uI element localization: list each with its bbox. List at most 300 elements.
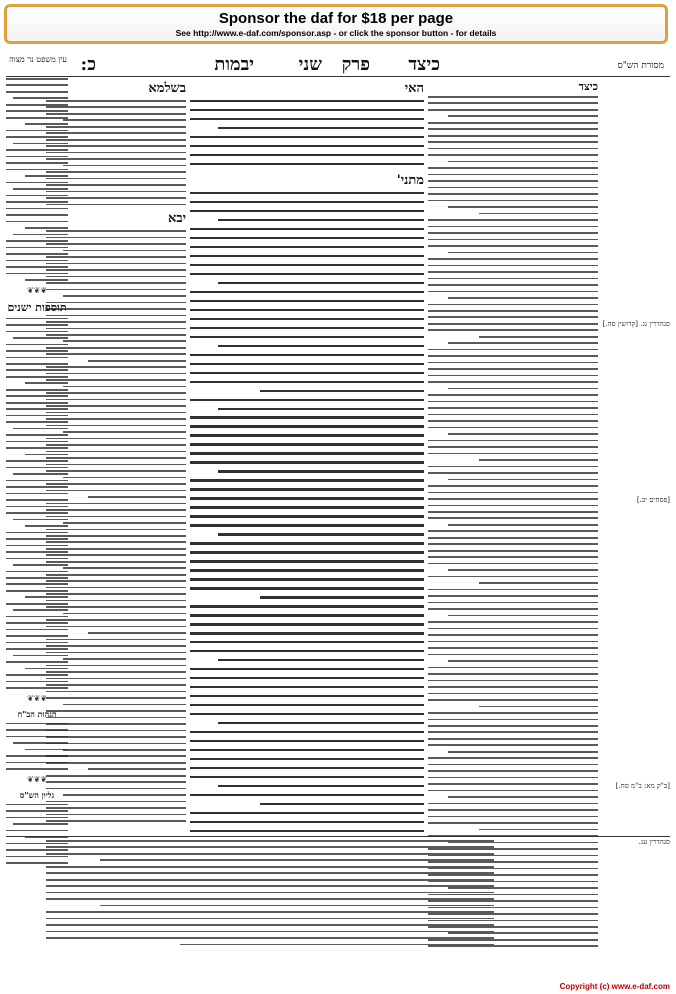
text-line: [428, 699, 598, 701]
text-line: [428, 680, 598, 682]
text-line: [428, 154, 598, 156]
text-line: [190, 506, 424, 508]
tosafot-opener: יבא: [167, 211, 186, 227]
text-line: [428, 128, 598, 130]
text-line: [6, 240, 68, 242]
text-line: [190, 363, 424, 365]
text-line: [428, 394, 598, 396]
text-line: [6, 421, 68, 423]
text-line: [428, 381, 598, 383]
text-line: [6, 91, 68, 93]
text-line: [190, 623, 424, 625]
text-line: [448, 206, 598, 208]
text-line: [190, 118, 424, 120]
text-line: [190, 479, 424, 481]
text-line: [63, 386, 186, 388]
text-line: [190, 291, 424, 293]
text-line: [6, 363, 68, 365]
text-line: [6, 149, 68, 151]
text-line: [448, 615, 598, 617]
text-line: [190, 632, 424, 634]
sponsor-banner[interactable]: [4, 4, 668, 44]
text-line: [6, 648, 68, 650]
text-line: [428, 239, 598, 241]
text-line: [100, 859, 494, 861]
text-line: [63, 658, 186, 660]
text-line: [63, 431, 186, 433]
text-line: [13, 473, 68, 475]
text-line: [260, 596, 424, 598]
text-line: [190, 488, 424, 490]
gemara-text: [190, 100, 424, 165]
text-line: [190, 614, 424, 616]
text-line: [428, 310, 598, 312]
hagahot-text: [6, 723, 68, 770]
text-line: [13, 823, 68, 825]
text-line: [6, 558, 68, 560]
text-line: [428, 466, 598, 468]
text-line: [6, 214, 68, 216]
text-line: [6, 674, 68, 676]
text-line: [46, 918, 494, 920]
text-line: [190, 668, 424, 670]
text-line: [479, 213, 598, 215]
text-line: [6, 577, 68, 579]
text-line: [6, 84, 68, 86]
chapter-number: שני: [298, 54, 322, 75]
text-line: [190, 542, 424, 544]
text-line: [190, 641, 424, 643]
text-line: [428, 414, 598, 416]
text-line: [428, 790, 598, 792]
text-line: [190, 201, 424, 203]
text-line: [479, 459, 598, 461]
text-line: [428, 563, 598, 565]
text-line: [88, 496, 186, 498]
text-line: [428, 803, 598, 805]
text-line: [6, 402, 68, 404]
text-line: [428, 401, 598, 403]
text-line: [6, 266, 68, 268]
text-line: [13, 234, 68, 236]
text-line: [63, 794, 186, 796]
text-line: [190, 237, 424, 239]
text-line: [218, 219, 424, 221]
text-line: [190, 560, 424, 562]
text-line: [428, 226, 598, 228]
text-line: [190, 713, 424, 715]
text-line: [428, 556, 598, 558]
text-line: [428, 200, 598, 202]
text-line: [6, 467, 68, 469]
text-line: [428, 232, 598, 234]
text-line: [428, 589, 598, 591]
text-line: [428, 245, 598, 247]
margin-reference: [ב"ק מא: ב"מ סח.]: [615, 782, 670, 790]
text-line: [428, 608, 598, 610]
text-line: [428, 323, 598, 325]
text-line: [6, 169, 68, 171]
bottom-commentary-text: [46, 840, 494, 945]
text-line: [479, 336, 598, 338]
text-line: [6, 545, 68, 547]
text-line: [190, 524, 424, 526]
text-line: [6, 687, 68, 689]
text-line: [448, 660, 598, 662]
text-line: [6, 434, 68, 436]
text-line: [428, 148, 598, 150]
text-line: [190, 497, 424, 499]
text-line: [63, 165, 186, 167]
text-line: [448, 388, 598, 390]
text-line: [190, 372, 424, 374]
chapter-label: פרק: [341, 54, 370, 75]
text-line: [428, 167, 598, 169]
text-line: [428, 329, 598, 331]
text-line: [448, 115, 598, 117]
text-line: [190, 749, 424, 751]
text-line: [46, 937, 494, 939]
text-line: [428, 485, 598, 487]
text-line: [6, 110, 68, 112]
text-line: [428, 122, 598, 124]
text-line: [190, 336, 424, 338]
text-line: [100, 905, 494, 907]
text-line: [218, 282, 424, 284]
text-line: [428, 693, 598, 695]
text-line: [448, 751, 598, 753]
text-line: [190, 605, 424, 607]
margin-reference: סנהדרין עג.: [638, 838, 670, 846]
folio-number: כ:: [80, 54, 96, 75]
text-line: [63, 522, 186, 524]
text-line: [46, 931, 494, 933]
mishnah-opener: מתני': [396, 172, 424, 188]
gemara-opener: האי: [404, 81, 424, 96]
text-line: [180, 944, 494, 946]
text-line: [428, 530, 598, 532]
text-line: [190, 136, 424, 138]
tosafot-yeshanim-title: תוספות ישנים: [7, 300, 67, 314]
text-line: [428, 783, 598, 785]
text-line: [6, 736, 68, 738]
text-line: [190, 416, 424, 418]
text-line: [428, 291, 598, 293]
text-line: [13, 428, 68, 430]
text-line: [46, 866, 494, 868]
text-line: [190, 461, 424, 463]
text-line: [6, 538, 68, 540]
text-line: [190, 246, 424, 248]
text-line: [190, 677, 424, 679]
sponsor-banner-title[interactable]: Sponsor the daf for $18 per page: [218, 10, 454, 27]
text-line: [428, 316, 598, 318]
text-line: [6, 480, 68, 482]
text-line: [6, 681, 68, 683]
text-line: [428, 349, 598, 351]
text-line: [428, 647, 598, 649]
rashi-opener: כיצד: [578, 80, 598, 93]
text-line: [260, 803, 424, 805]
text-line: [190, 210, 424, 212]
text-line: [190, 443, 424, 445]
text-line: [218, 722, 424, 724]
text-line: [190, 452, 424, 454]
text-line: [428, 738, 598, 740]
text-line: [190, 830, 424, 832]
text-line: [479, 582, 598, 584]
text-line: [13, 742, 68, 744]
text-line: [428, 822, 598, 824]
text-line: [428, 816, 598, 818]
text-line: [428, 595, 598, 597]
text-line: [428, 102, 598, 104]
text-line: [428, 602, 598, 604]
text-line: [6, 830, 68, 832]
text-line: [190, 812, 424, 814]
text-line: [63, 250, 186, 252]
text-line: [25, 123, 68, 125]
text-line: [25, 279, 68, 281]
text-line: [46, 924, 494, 926]
text-line: [25, 175, 68, 177]
text-line: [448, 796, 598, 798]
text-line: [25, 749, 68, 751]
text-line: [6, 324, 68, 326]
text-line: [6, 369, 68, 371]
text-line: [428, 537, 598, 539]
text-line: [6, 804, 68, 806]
text-line: [428, 517, 598, 519]
text-line: [190, 569, 424, 571]
text-line: [46, 846, 494, 848]
text-line: [218, 470, 424, 472]
tosafot-opener: בשלמא: [148, 81, 186, 96]
text-line: [6, 499, 68, 501]
text-line: [428, 135, 598, 137]
text-line: [428, 621, 598, 623]
text-line: [428, 96, 598, 98]
text-line: [6, 512, 68, 514]
text-line: [190, 650, 424, 652]
text-line: [88, 768, 186, 770]
text-line: [6, 350, 68, 352]
text-line: [190, 381, 424, 383]
text-line: [428, 777, 598, 779]
text-line: [190, 300, 424, 302]
text-line: [190, 399, 424, 401]
page-header: [6, 52, 670, 77]
text-line: [6, 104, 68, 106]
text-line: [428, 719, 598, 721]
text-line: [63, 613, 186, 615]
text-line: [428, 731, 598, 733]
text-line: [428, 654, 598, 656]
text-line: [190, 163, 424, 165]
text-line: [6, 590, 68, 592]
copyright-link[interactable]: Copyright (c) www.e-daf.com: [559, 982, 670, 991]
text-line: [190, 578, 424, 580]
text-line: [448, 433, 598, 435]
text-line: [428, 355, 598, 357]
text-line: [428, 770, 598, 772]
text-line: [428, 453, 598, 455]
text-line: [190, 154, 424, 156]
text-line: [6, 260, 68, 262]
text-line: [428, 427, 598, 429]
text-line: [6, 136, 68, 138]
text-line: [6, 571, 68, 573]
text-line: [190, 740, 424, 742]
gemara-text: [190, 192, 424, 832]
text-line: [428, 498, 598, 500]
text-line: [190, 704, 424, 706]
text-line: [190, 821, 424, 823]
text-line: [6, 642, 68, 644]
text-line: [218, 408, 424, 410]
text-line: [428, 492, 598, 494]
text-line: [6, 460, 68, 462]
text-line: [6, 616, 68, 618]
text-line: [428, 407, 598, 409]
text-line: [6, 583, 68, 585]
text-line: [46, 872, 494, 874]
text-line: [6, 395, 68, 397]
text-line: [63, 567, 186, 569]
sponsor-banner-subtitle: See http://www.e-daf.com/sponsor.asp - or click the sponsor button - for details: [175, 28, 497, 38]
text-line: [190, 273, 424, 275]
masoret-hashas-column: [600, 78, 670, 978]
text-line: [6, 78, 68, 80]
text-line: [25, 227, 68, 229]
text-line: [6, 635, 68, 637]
text-line: [428, 744, 598, 746]
text-line: [218, 533, 424, 535]
text-line: [25, 454, 68, 456]
text-line: [6, 195, 68, 197]
text-line: [448, 524, 598, 526]
text-line: [260, 390, 424, 392]
talmud-page: [6, 52, 670, 978]
text-line: [428, 628, 598, 630]
text-line: [6, 493, 68, 495]
text-line: [88, 632, 186, 634]
text-line: [479, 829, 598, 831]
text-line: [428, 362, 598, 364]
text-line: [6, 253, 68, 255]
text-line: [428, 641, 598, 643]
text-line: [46, 911, 494, 913]
text-line: [63, 119, 186, 121]
text-line: [6, 162, 68, 164]
ornament-divider: ❦❦❦: [26, 774, 48, 784]
text-line: [6, 441, 68, 443]
text-line: [13, 564, 68, 566]
text-line: [428, 686, 598, 688]
text-line: [13, 188, 68, 190]
text-line: [6, 117, 68, 119]
text-line: [448, 342, 598, 344]
text-line: [13, 519, 68, 521]
text-line: [46, 885, 494, 887]
text-line: [13, 609, 68, 611]
text-line: [63, 704, 186, 706]
tosafot-yeshanim-text: [6, 318, 68, 689]
text-line: [190, 425, 424, 427]
margin-reference: סנהדרין נג. [קדושין סה.]: [602, 320, 670, 328]
text-line: [6, 768, 68, 770]
text-line: [6, 661, 68, 663]
text-line: [218, 345, 424, 347]
text-line: [190, 192, 424, 194]
text-line: [428, 278, 598, 280]
text-line: [190, 327, 424, 329]
margin-reference: [פסחים יב.]: [636, 496, 670, 504]
text-line: [428, 258, 598, 260]
hagahot-title: הגהות הב"ח: [17, 708, 57, 719]
text-line: [6, 273, 68, 275]
text-line: [428, 265, 598, 267]
text-line: [190, 515, 424, 517]
text-line: [428, 667, 598, 669]
text-line: [46, 879, 494, 881]
text-line: [63, 749, 186, 751]
text-line: [25, 596, 68, 598]
text-line: [428, 271, 598, 273]
text-line: [6, 156, 68, 158]
text-line: [190, 109, 424, 111]
text-line: [6, 622, 68, 624]
text-line: [13, 655, 68, 657]
text-line: [190, 309, 424, 311]
text-line: [6, 357, 68, 359]
text-line: [428, 543, 598, 545]
text-line: [190, 758, 424, 760]
ornament-divider: ❦❦❦: [26, 693, 48, 703]
text-line: [6, 810, 68, 812]
text-line: [428, 511, 598, 513]
text-line: [88, 360, 186, 362]
text-line: [428, 180, 598, 182]
text-line: [428, 304, 598, 306]
text-line: [448, 297, 598, 299]
text-line: [6, 447, 68, 449]
text-line: [428, 420, 598, 422]
text-line: [448, 252, 598, 254]
text-line: [428, 809, 598, 811]
text-line: [428, 174, 598, 176]
text-line: [190, 145, 424, 147]
text-line: [25, 525, 68, 527]
text-line: [190, 354, 424, 356]
text-line: [13, 337, 68, 339]
text-line: [218, 127, 424, 129]
text-line: [6, 201, 68, 203]
text-line: [190, 318, 424, 320]
text-line: [6, 344, 68, 346]
text-line: [428, 725, 598, 727]
text-line: [6, 755, 68, 757]
text-line: [190, 776, 424, 778]
text-line: [6, 408, 68, 410]
text-line: [190, 767, 424, 769]
text-line: [218, 785, 424, 787]
text-line: [448, 161, 598, 163]
text-line: [6, 247, 68, 249]
text-line: [428, 446, 598, 448]
text-line: [428, 187, 598, 189]
text-line: [25, 382, 68, 384]
